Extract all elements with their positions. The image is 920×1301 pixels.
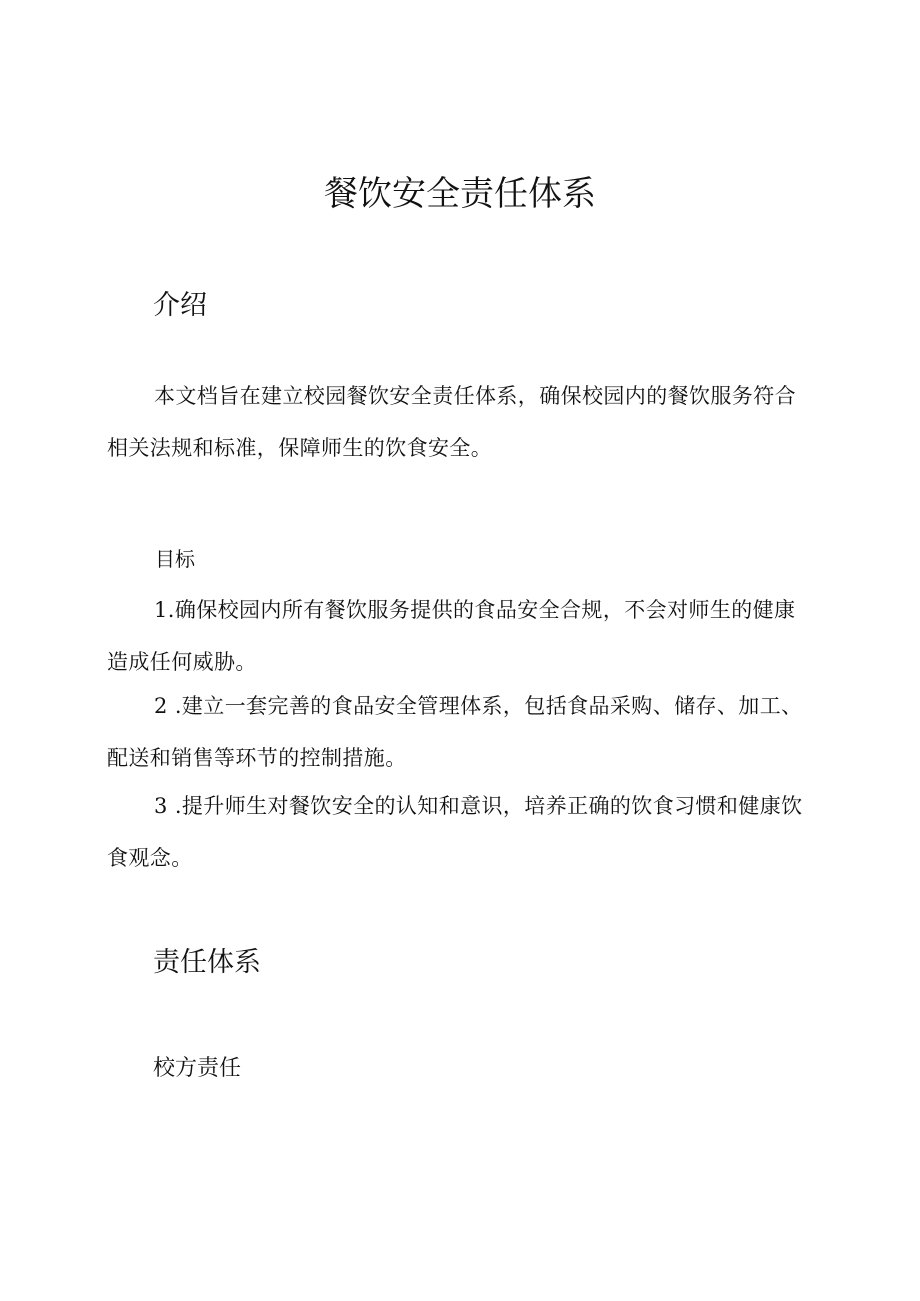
intro-paragraph: 本文档旨在建立校园餐饮安全责任体系，确保校园内的餐饮服务符合相关法规和标准，保障师生的饮食安全。 [107, 384, 796, 460]
goals-label: 目标 [155, 547, 195, 571]
goal-item-1: 1.确保校园内所有餐饮服务提供的食品安全合规，不会对师生的健康造成任何威胁。 [107, 598, 796, 674]
goal-item-3: 3 .提升师生对餐饮安全的认知和意识，培养正确的饮食习惯和健康饮食观念。 [107, 794, 803, 870]
intro-heading: 介绍 [153, 290, 207, 321]
document-title: 餐饮安全责任体系 [324, 174, 596, 214]
school-responsibility-heading: 校方责任 [153, 1056, 242, 1081]
responsibility-heading: 责任体系 [153, 947, 261, 978]
goal-item-2: 2 .建立一套完善的食品安全管理体系，包括食品采购、储存、加工、配送和销售等环节的控制措施。 [107, 694, 803, 770]
